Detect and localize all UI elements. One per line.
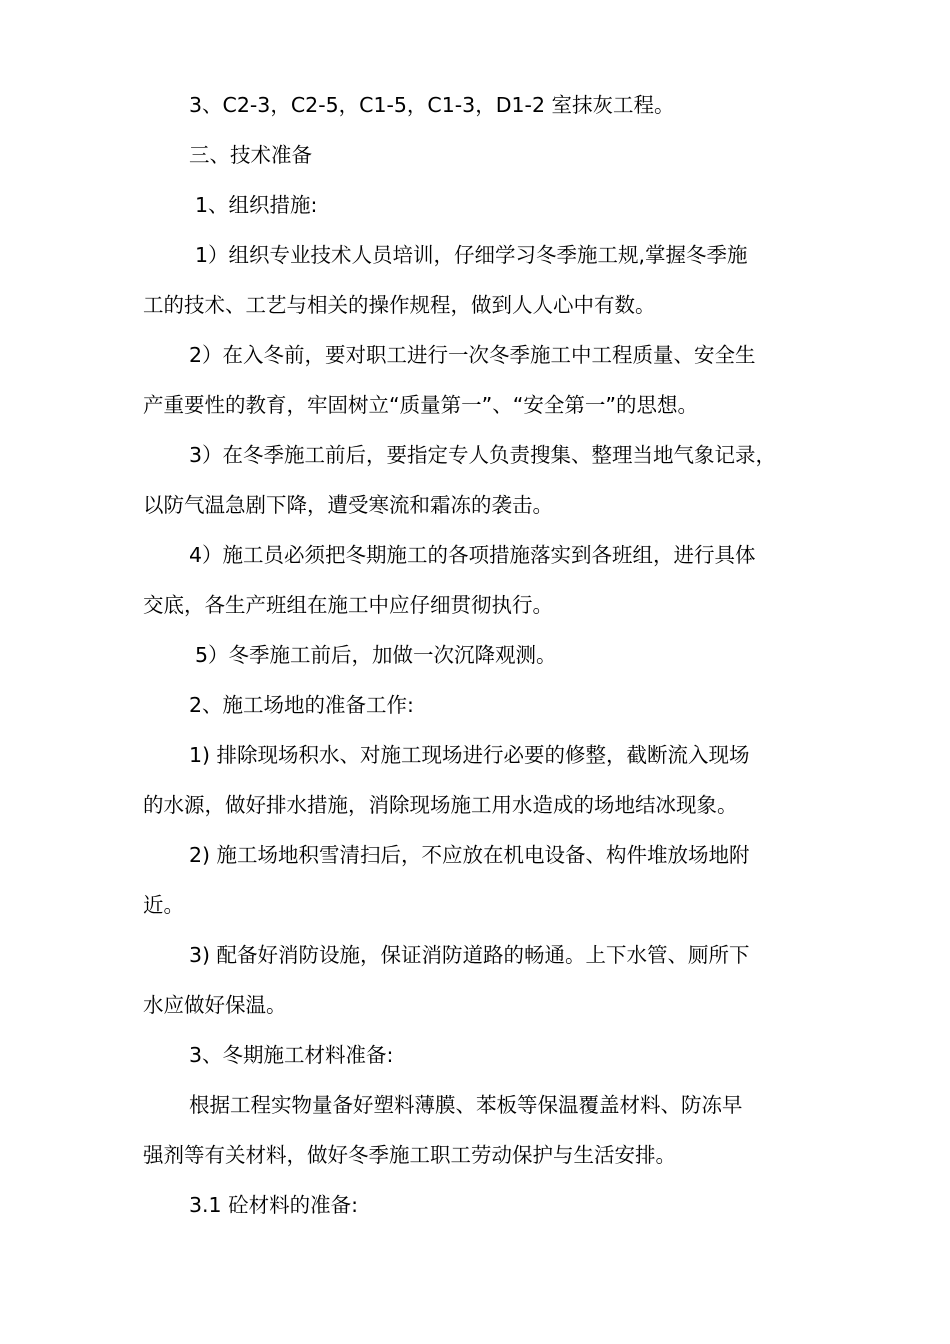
subsection-heading: 1、组织措施: <box>195 193 318 217</box>
text-line: 根据工程实物量备好塑料薄膜、苯板等保温覆盖材料、防冻早 <box>189 1093 743 1117</box>
text-line: 的水源，做好排水措施，消除现场施工用水造成的场地结冰现象。 <box>143 793 738 817</box>
text-line: 近。 <box>143 893 184 917</box>
text-line: 水应做好保温。 <box>143 993 287 1017</box>
text-line: 1）组织专业技术人员培训，仔细学习冬季施工规,掌握冬季施 <box>195 243 748 267</box>
text-line: 交底，各生产班组在施工中应仔细贯彻执行。 <box>143 593 553 617</box>
subsection-heading: 3.1 砼材料的准备: <box>189 1193 359 1217</box>
text-line: 强剂等有关材料，做好冬季施工职工劳动保护与生活安排。 <box>143 1143 676 1167</box>
text-line: 工的技术、工艺与相关的操作规程，做到人人心中有数。 <box>143 293 656 317</box>
subsection-heading: 2、施工场地的准备工作: <box>189 693 414 717</box>
section-heading: 三、技术准备 <box>189 143 312 167</box>
text-line: 3）在冬季施工前后，要指定专人负责搜集、整理当地气象记录， <box>189 443 777 467</box>
subsection-heading: 3、冬期施工材料准备: <box>189 1043 394 1067</box>
text-line: 3、C2-3，C2-5，C1-5，C1-3，D1-2 室抹灰工程。 <box>189 93 675 117</box>
text-line: 1) 排除现场积水、对施工现场进行必要的修整，截断流入现场 <box>189 743 750 767</box>
text-line: 产重要性的教育，牢固树立“质量第一”、“安全第一”的思想。 <box>143 393 698 417</box>
text-line: 以防气温急剧下降，遭受寒流和霜冻的袭击。 <box>143 493 553 517</box>
text-line: 2）在入冬前，要对职工进行一次冬季施工中工程质量、安全生 <box>189 343 756 367</box>
text-line: 3) 配备好消防设施，保证消防道路的畅通。上下水管、厕所下 <box>189 943 750 967</box>
text-line: 5）冬季施工前后，加做一次沉降观测。 <box>195 643 557 667</box>
text-line: 4）施工员必须把冬期施工的各项措施落实到各班组，进行具体 <box>189 543 756 567</box>
text-line: 2) 施工场地积雪清扫后，不应放在机电设备、构件堆放场地附 <box>189 843 750 867</box>
